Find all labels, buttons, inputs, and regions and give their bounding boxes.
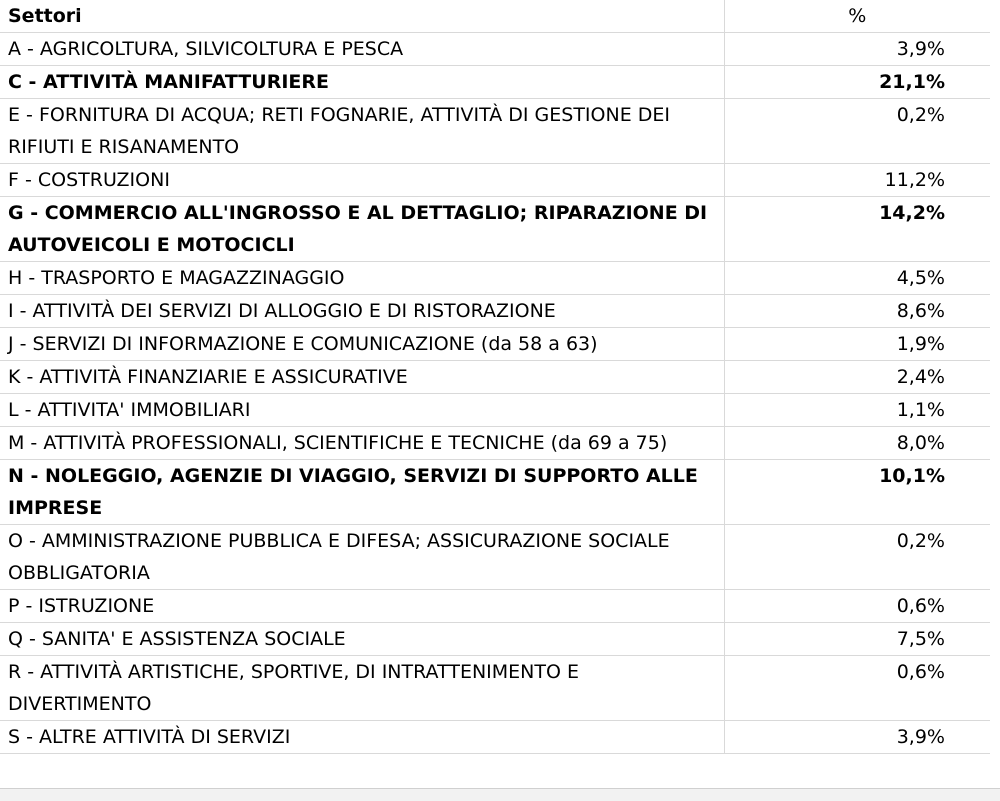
table-row bbox=[0, 590, 990, 623]
sector-cell: N - NOLEGGIO, AGENZIE DI VIAGGIO, SERVIZI DI SUPPORTO ALLE IMPRESE bbox=[0, 460, 724, 525]
sector-cell: M - ATTIVITÀ PROFESSIONALI, SCIENTIFICHE E TECNICHE (da 69 a 75) bbox=[0, 427, 724, 460]
percent-cell: 1,9% bbox=[724, 328, 990, 361]
sector-cell: C - ATTIVITÀ MANIFATTURIERE bbox=[0, 66, 724, 99]
table-row bbox=[0, 361, 990, 394]
table-row bbox=[0, 394, 990, 427]
window-edge bbox=[990, 0, 1000, 788]
percent-cell: 2,4% bbox=[724, 361, 990, 394]
percent-cell: 0,6% bbox=[724, 656, 990, 721]
sector-cell: A - AGRICOLTURA, SILVICOLTURA E PESCA bbox=[0, 33, 724, 66]
table-row bbox=[0, 164, 990, 197]
table-row bbox=[0, 295, 990, 328]
percent-cell: 10,1% bbox=[724, 460, 990, 525]
sector-cell: O - AMMINISTRAZIONE PUBBLICA E DIFESA; ASSICURAZIONE SOCIALE OBBLIGATORIA bbox=[0, 525, 724, 590]
table-row bbox=[0, 656, 990, 721]
percent-cell: 1,1% bbox=[724, 394, 990, 427]
table-row bbox=[0, 262, 990, 295]
sector-cell: R - ATTIVITÀ ARTISTICHE, SPORTIVE, DI INTRATTENIMENTO E DIVERTIMENTO bbox=[0, 656, 724, 721]
header-sector: Settori bbox=[0, 0, 724, 33]
table-body bbox=[0, 33, 990, 754]
sector-cell: I - ATTIVITÀ DEI SERVIZI DI ALLOGGIO E DI RISTORAZIONE bbox=[0, 295, 724, 328]
percent-cell: 8,0% bbox=[724, 427, 990, 460]
percent-cell: 14,2% bbox=[724, 197, 990, 262]
percent-cell: 4,5% bbox=[724, 262, 990, 295]
sector-cell: L - ATTIVITA' IMMOBILIARI bbox=[0, 394, 724, 427]
table-row bbox=[0, 197, 990, 262]
table-row bbox=[0, 33, 990, 66]
percent-cell: 0,2% bbox=[724, 525, 990, 590]
percent-cell: 0,6% bbox=[724, 590, 990, 623]
percent-cell: 8,6% bbox=[724, 295, 990, 328]
table-row bbox=[0, 525, 990, 590]
sector-cell: H - TRASPORTO E MAGAZZINAGGIO bbox=[0, 262, 724, 295]
sector-cell: P - ISTRUZIONE bbox=[0, 590, 724, 623]
table-header-row bbox=[0, 0, 990, 33]
bottom-bar bbox=[0, 788, 1000, 801]
table-row bbox=[0, 99, 990, 164]
percent-cell: 3,9% bbox=[724, 721, 990, 754]
table-row bbox=[0, 328, 990, 361]
percent-cell: 11,2% bbox=[724, 164, 990, 197]
sector-cell: S - ALTRE ATTIVITÀ DI SERVIZI bbox=[0, 721, 724, 754]
sector-cell: J - SERVIZI DI INFORMAZIONE E COMUNICAZIONE (da 58 a 63) bbox=[0, 328, 724, 361]
table-row bbox=[0, 427, 990, 460]
percent-cell: 21,1% bbox=[724, 66, 990, 99]
header-percent: % bbox=[724, 0, 990, 33]
table-row bbox=[0, 66, 990, 99]
sector-cell: Q - SANITA' E ASSISTENZA SOCIALE bbox=[0, 623, 724, 656]
table-row bbox=[0, 623, 990, 656]
percent-cell: 0,2% bbox=[724, 99, 990, 164]
sector-cell: E - FORNITURA DI ACQUA; RETI FOGNARIE, ATTIVITÀ DI GESTIONE DEI RIFIUTI E RISANAMENTO bbox=[0, 99, 724, 164]
sector-cell: F - COSTRUZIONI bbox=[0, 164, 724, 197]
sector-cell: G - COMMERCIO ALL'INGROSSO E AL DETTAGLIO; RIPARAZIONE DI AUTOVEICOLI E MOTOCICLI bbox=[0, 197, 724, 262]
sector-cell: K - ATTIVITÀ FINANZIARIE E ASSICURATIVE bbox=[0, 361, 724, 394]
table-row bbox=[0, 460, 990, 525]
percent-cell: 3,9% bbox=[724, 33, 990, 66]
table-row bbox=[0, 721, 990, 754]
percent-cell: 7,5% bbox=[724, 623, 990, 656]
